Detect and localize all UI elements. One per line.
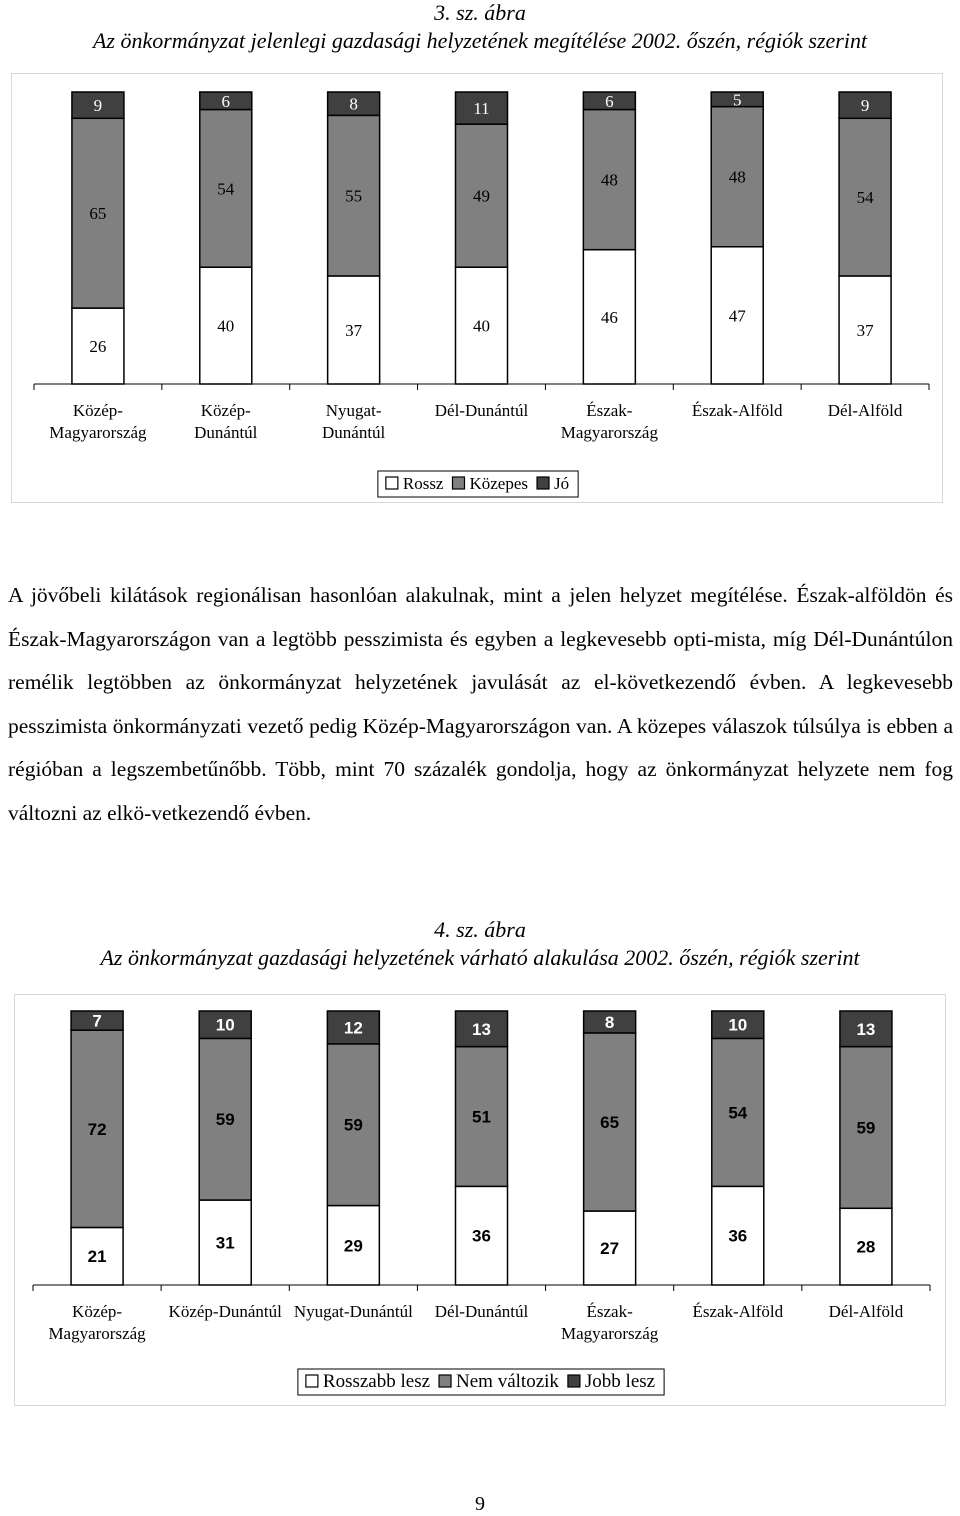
figure4-chart xyxy=(15,995,945,1405)
category-label: Nyugat- xyxy=(325,401,382,420)
category-label: Magyarország xyxy=(561,1324,659,1343)
category-label: Dél-Dunántúl xyxy=(434,1302,529,1321)
category-label: Dél-Alföld xyxy=(828,1302,904,1321)
data-label: 10 xyxy=(215,1015,235,1035)
data-label: 27 xyxy=(600,1239,620,1259)
data-label: 12 xyxy=(343,1018,363,1038)
category-label: Magyarország xyxy=(48,1324,146,1343)
figure3-chart xyxy=(12,74,942,502)
data-label: 65 xyxy=(89,204,107,224)
legend-swatch xyxy=(306,1375,318,1387)
data-label: 11 xyxy=(473,99,490,119)
category-label: Közép- xyxy=(72,401,123,420)
data-label: 5 xyxy=(732,90,742,110)
category-label: Dunántúl xyxy=(194,423,258,442)
data-label: 49 xyxy=(473,186,490,206)
category-label: Dél-Dunántúl xyxy=(434,401,529,420)
legend-item: Nem változik xyxy=(456,1371,559,1392)
data-label: 13 xyxy=(472,1019,491,1039)
data-label: 28 xyxy=(856,1237,876,1257)
legend-item: Jó xyxy=(554,474,570,493)
page-number: 9 xyxy=(475,1493,485,1515)
data-label: 48 xyxy=(728,167,746,187)
legend-swatch xyxy=(452,477,464,489)
data-label: 72 xyxy=(87,1119,107,1139)
figure3-title: Az önkormányzat jelenlegi gazdasági helyzetének megítélése 2002. őszén, régiók szerint xyxy=(92,28,868,53)
category-label: Közép- xyxy=(72,1302,123,1321)
figure4-number: 4. sz. ábra xyxy=(434,917,526,942)
data-label: 6 xyxy=(605,91,614,111)
legend-item: Közepes xyxy=(469,474,529,493)
data-label: 54 xyxy=(217,179,235,199)
data-label: 9 xyxy=(860,96,870,116)
data-label: 21 xyxy=(87,1247,107,1267)
legend xyxy=(298,1369,664,1395)
data-label: 59 xyxy=(215,1110,235,1130)
category-label: Közép-Dunántúl xyxy=(168,1302,282,1321)
category-label: Dél-Alföld xyxy=(827,401,903,420)
legend-swatch xyxy=(568,1375,580,1387)
data-label: 36 xyxy=(472,1226,491,1246)
data-label: 7 xyxy=(92,1011,102,1031)
figure4-chart-frame xyxy=(14,994,946,1406)
legend-item: Rosszabb lesz xyxy=(322,1371,431,1392)
data-label: 6 xyxy=(221,91,231,111)
category-label: Magyarország xyxy=(49,423,147,442)
figure3-number: 3. sz. ábra xyxy=(434,0,526,25)
data-label: 51 xyxy=(472,1107,491,1127)
data-label: 26 xyxy=(89,337,107,357)
data-label: 13 xyxy=(856,1019,876,1039)
figure3-chart-frame xyxy=(11,73,943,503)
category-label: Észak-Alföld xyxy=(692,1302,784,1321)
data-label: 48 xyxy=(600,170,618,190)
category-label: Magyarország xyxy=(560,423,658,442)
legend-item: Jobb lesz xyxy=(584,1371,656,1392)
legend-swatch xyxy=(537,477,549,489)
data-label: 47 xyxy=(728,306,746,326)
data-label: 37 xyxy=(856,320,874,340)
data-label: 31 xyxy=(215,1233,235,1253)
body-paragraph: A jövőbeli kilátások regionálisan hasonlóan alakulnak, mint a jelen helyzet megítélése. Észak-alföldön és Észak-Magyarországon van a legtöbb pesszimista és egyben a legkevesebb opti-mista, míg Dél-Dunántúlon remélik legtöbben az önkormányzat helyzetének javulását az el-következendő évben. A legkevesebb pesszimista önkormányzati vezető pedig Közép-Magyarországon van. A közepes válaszok túlsúlya is ebben a régióban a legszembetűnőbb. Több, mint 70 százalék gondolja, hogy az önkormányzat helyzete nem fog változni az elkö-vetkezendő évben. xyxy=(8,583,953,825)
data-label: 54 xyxy=(856,188,874,208)
data-label: 40 xyxy=(217,316,235,336)
category-label: Dunántúl xyxy=(322,423,386,442)
data-label: 40 xyxy=(473,316,490,336)
data-label: 37 xyxy=(345,320,363,340)
category-label: Észak- xyxy=(586,401,633,420)
data-label: 59 xyxy=(343,1115,363,1135)
category-label: Közép- xyxy=(200,401,251,420)
data-label: 36 xyxy=(728,1226,748,1246)
data-label: 46 xyxy=(600,307,618,327)
data-label: 29 xyxy=(343,1236,363,1256)
data-label: 59 xyxy=(856,1118,876,1138)
category-label: Észak- xyxy=(586,1302,633,1321)
category-label: Nyugat-Dunántúl xyxy=(293,1302,413,1321)
data-label: 54 xyxy=(728,1103,748,1123)
legend-item: Rossz xyxy=(402,474,444,493)
data-label: 10 xyxy=(728,1015,748,1035)
data-label: 65 xyxy=(600,1112,620,1132)
legend-swatch xyxy=(386,477,398,489)
data-label: 55 xyxy=(345,186,363,206)
legend-swatch xyxy=(439,1375,451,1387)
data-label: 8 xyxy=(349,94,358,114)
data-label: 9 xyxy=(93,96,103,116)
category-label: Észak-Alföld xyxy=(691,401,783,420)
figure4-title: Az önkormányzat gazdasági helyzetének várható alakulása 2002. őszén, régiók szerint xyxy=(100,945,860,970)
data-label: 8 xyxy=(604,1012,615,1032)
legend xyxy=(378,471,578,497)
